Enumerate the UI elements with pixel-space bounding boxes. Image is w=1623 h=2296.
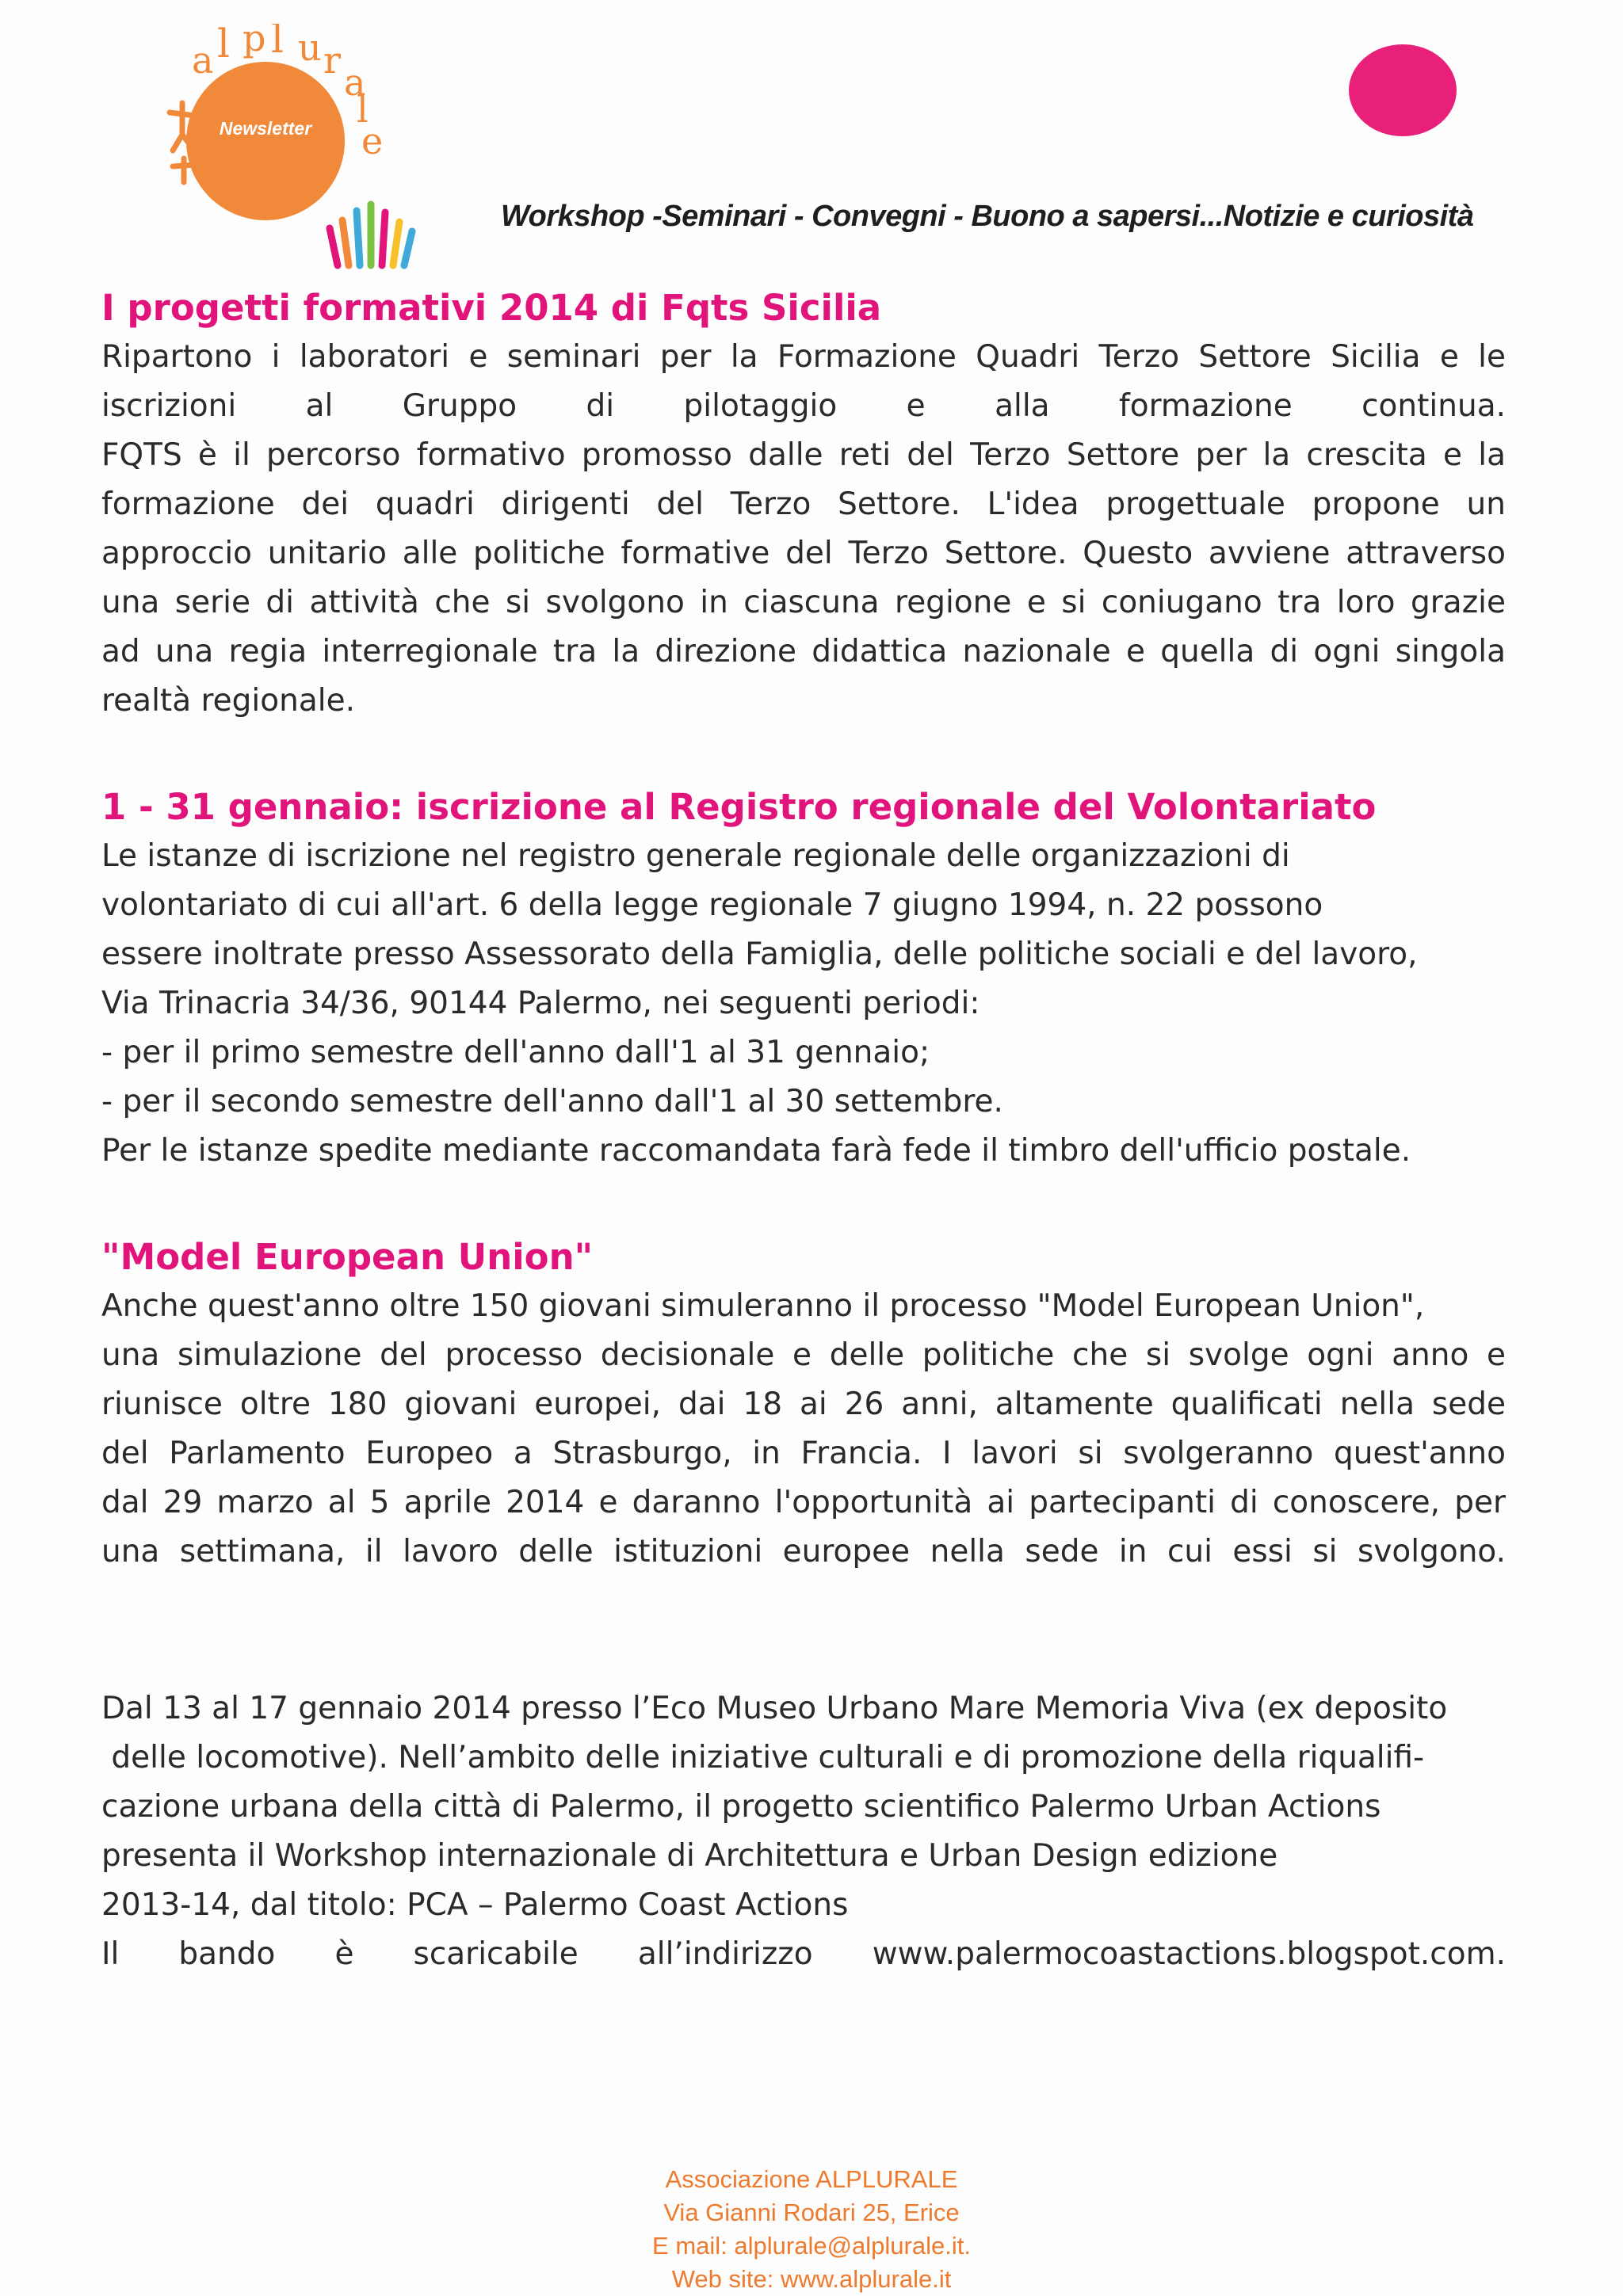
logo-letter: r — [323, 39, 341, 82]
running-figures-icon — [170, 103, 195, 182]
logo-letter: u — [298, 26, 322, 69]
text-line: Il bando è scaricabile all’indirizzo www.palermocoastactions.blogspot.com. — [101, 1936, 1506, 1972]
text-line: Per le istanze spedite mediante raccomandata farà fede il timbro dell'ufficio postale. — [101, 1133, 1411, 1169]
section-title: "Model European Union" — [101, 1236, 594, 1278]
footer-email: E mail: alplurale@alplurale.it. — [652, 2232, 971, 2260]
section-model-european-union — [101, 1233, 1506, 1577]
logo-letter: p — [242, 24, 266, 59]
section-body — [101, 333, 1506, 726]
text-line: - per il secondo semestre dell'anno dall'1 al 30 settembre. — [101, 1084, 1003, 1119]
text-line: Ripartono i laboratori e seminari per la Formazione Quadri Terzo Settore Sicilia e le — [101, 339, 1506, 375]
logo-letter: l — [217, 24, 230, 67]
newsletter-tagline: Workshop -Seminari - Convegni - Buono a sapersi...Notizie e curiosità — [501, 200, 1474, 233]
accent-dot — [1349, 44, 1457, 136]
text-line: dal 29 marzo al 5 aprile 2014 e daranno l'opportunità ai partecipanti di conoscere, per — [101, 1485, 1506, 1520]
text-line: approccio unitario alle politiche formative del Terzo Settore. Questo avviene attraverso — [101, 536, 1506, 571]
text-line: essere inoltrate presso Assessorato della Famiglia, delle politiche sociali e del lavoro, — [101, 936, 1418, 972]
section-fqts — [101, 284, 1506, 726]
text-line: Dal 13 al 17 gennaio 2014 presso l’Eco Museo Urbano Mare Memoria Viva (ex deposito — [101, 1691, 1448, 1726]
logo-graphic — [166, 24, 420, 269]
text-line: iscrizioni al Gruppo di pilotaggio e alla formazione continua. — [101, 388, 1506, 424]
alplurale-logo — [166, 24, 420, 269]
text-line: Via Trinacria 34/36, 90144 Palermo, nei seguenti periodi: — [101, 986, 980, 1021]
footer-website: Web site: www.alplurale.it — [671, 2265, 952, 2293]
text-line: una settimana, il lavoro delle istituzioni europee nella sede in cui essi si svolgono. — [101, 1534, 1506, 1569]
text-line: ad una regia interregionale tra la direzione didattica nazionale e quella di ogni singola — [101, 634, 1506, 669]
section-body — [101, 832, 1506, 1176]
text-line: realtà regionale. — [101, 683, 355, 719]
newsletter-badge: Newsletter — [219, 118, 312, 139]
section-palermo-coast-actions — [101, 1684, 1506, 1979]
text-line: riunisce oltre 180 giovani europei, dai 18 ai 26 anni, altamente qualificati nella sede — [101, 1386, 1506, 1422]
text-line: presenta il Workshop internazionale di Architettura e Urban Design edizione — [101, 1838, 1278, 1874]
logo-letter: l — [271, 24, 284, 62]
footer-address: Via Gianni Rodari 25, Erice — [663, 2199, 960, 2226]
text-line: formazione dei quadri dirigenti del Terzo Settore. L'idea progettuale propone un — [101, 486, 1506, 522]
section-title: 1 - 31 gennaio: iscrizione al Registro regionale del Volontariato — [101, 786, 1377, 828]
logo-letter: e — [361, 120, 384, 162]
section-body — [101, 1684, 1506, 1979]
logo-letter: a — [344, 61, 366, 104]
section-registro — [101, 783, 1506, 1176]
text-line: - per il primo semestre dell'anno dall'1 al 31 gennaio; — [101, 1035, 930, 1070]
text-line: Anche quest'anno oltre 150 giovani simuleranno il processo "Model European Union", — [101, 1288, 1425, 1324]
text-line: cazione urbana della città di Palermo, il progetto scientifico Palermo Urban Actions — [101, 1789, 1381, 1825]
text-line: Le istanze di iscrizione nel registro generale regionale delle organizzazioni di — [101, 838, 1290, 874]
text-line: delle locomotive). Nell’ambito delle iniziative culturali e di promozione della riqualifi- — [101, 1740, 1425, 1775]
text-line: 2013-14, dal titolo: PCA – Palermo Coast Actions — [101, 1887, 849, 1923]
section-title: I progetti formativi 2014 di Fqts Sicilia — [101, 287, 882, 329]
section-body — [101, 1282, 1506, 1577]
text-line: volontariato di cui all'art. 6 della legge regionale 7 giugno 1994, n. 22 possono — [101, 887, 1323, 923]
raised-hands-icon — [330, 204, 412, 265]
footer-contact — [0, 2163, 1623, 2296]
footer-org: Associazione ALPLURALE — [665, 2165, 958, 2193]
text-line: una serie di attività che si svolgono in ciascuna regione e si coniugano tra loro grazie — [101, 585, 1506, 620]
logo-letter: l — [357, 88, 369, 131]
text-line: FQTS è il percorso formativo promosso dalle reti del Terzo Settore per la crescita e la — [101, 437, 1506, 473]
logo-letter: a — [192, 39, 214, 82]
text-line: del Parlamento Europeo a Strasburgo, in Francia. I lavori si svolgeranno quest'anno — [101, 1436, 1506, 1471]
text-line: una simulazione del processo decisionale e delle politiche che si svolge ogni anno e — [101, 1337, 1506, 1373]
